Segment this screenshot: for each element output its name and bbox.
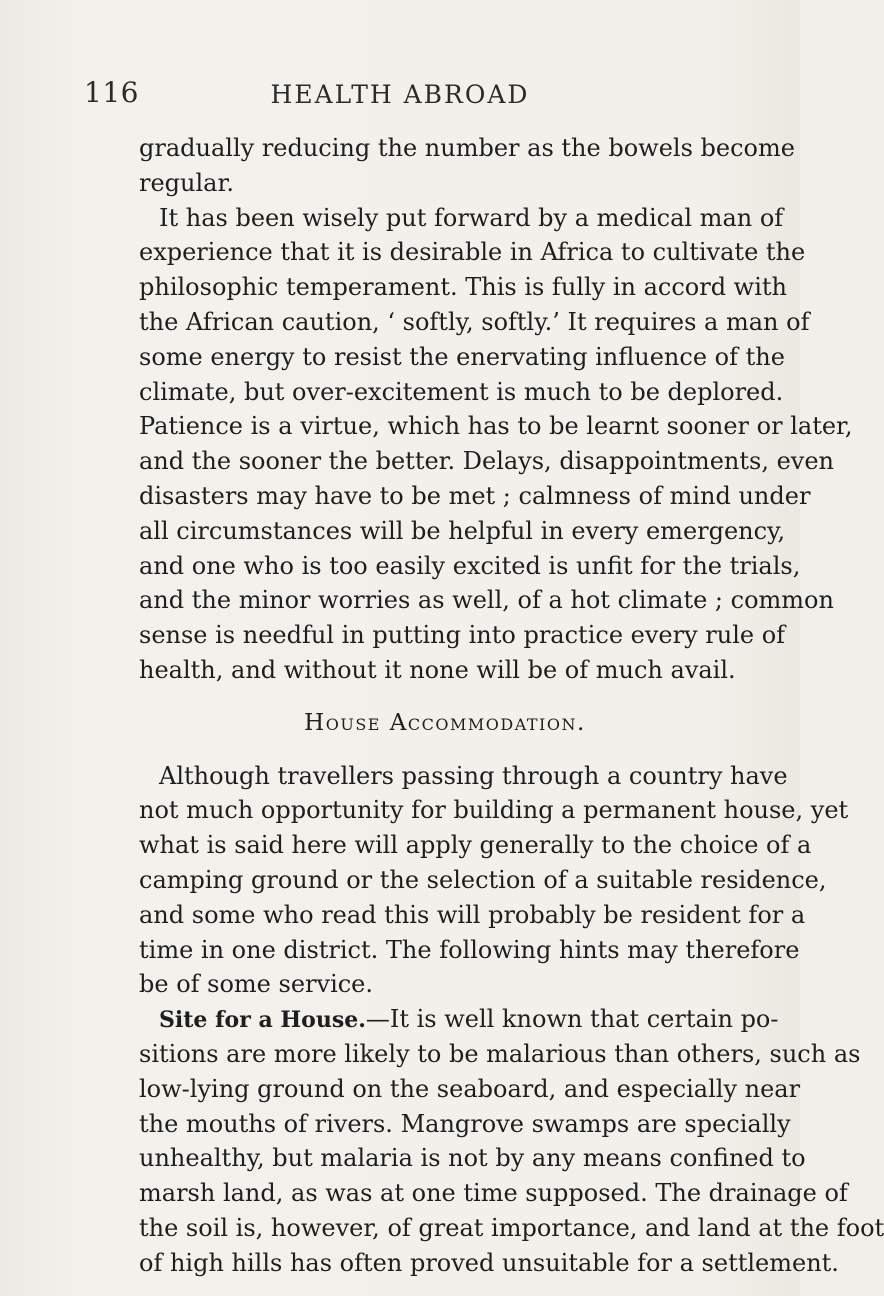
paragraph-temperament [139,201,853,688]
text-line: sense is needful in putting into practice every rule of [139,621,786,650]
text-line: not much opportunity for building a permanent house, yet [139,796,849,825]
paragraph-travellers [139,759,849,1003]
text-line: be of some service. [139,970,374,999]
text-line: all circumstances will be helpful in every emergency, [139,516,786,545]
text-line: and the minor worries as well, of a hot climate ; common [139,586,834,615]
section-heading: House Accommodation. [304,709,586,736]
text-line: and the sooner the better. Delays, disappointments, even [139,447,834,476]
text-line: philosophic temperament. This is fully in accord with [139,273,787,302]
text-line: the mouths of rivers. Mangrove swamps are specially [139,1109,791,1138]
text-line: the soil is, however, of great importance, and land at the foot [139,1213,884,1242]
text-line: and one who is too easily excited is unfit for the trials, [139,551,801,580]
text-line: Although travellers passing through a country have [159,761,788,790]
text-line: gradually reducing the number as the bowels become [139,134,795,162]
text-line: some energy to resist the enervating influence of the [139,342,785,371]
text-line: low-lying ground on the seaboard, and especially near [139,1074,801,1103]
text-line: disasters may have to be met ; calmness of mind under [139,481,811,510]
paragraph-site-for-house [139,1002,884,1280]
text-line-rest: —It is well known that certain po- [365,1005,779,1034]
text-line: Patience is a virtue, which has to be learnt sooner or later, [139,412,853,441]
text-line [139,1002,779,1037]
text-line: health, and without it none will be of much avail. [139,655,736,684]
text-line: climate, but over-excitement is much to be deplored. [139,377,784,406]
paragraph-continuation [139,131,795,201]
text-line: of high hills has often proved unsuitable for a settlement. [139,1248,839,1277]
text-line: and some who read this will probably be resident for a [139,900,806,929]
body-text [139,131,884,1281]
text-line: sitions are more likely to be malarious than others, such as [139,1039,861,1068]
text-line: time in one district. The following hints may therefore [139,935,800,964]
run-in-heading: Site for a House. [159,1007,366,1034]
page-header [0,76,800,116]
text-line: unhealthy, but malaria is not by any means confined to [139,1144,806,1173]
page-number: 116 [84,76,139,109]
text-line: marsh land, as was at one time supposed. The drainage of [139,1179,848,1208]
text-line: what is said here will apply generally to the choice of a [139,831,812,860]
text-line: regular. [139,168,234,197]
text-line: camping ground or the selection of a suitable residence, [139,865,827,894]
text-line: experience that it is desirable in Africa to cultivate the [139,238,806,267]
running-head: HEALTH ABROAD [270,80,530,109]
text-line: the African caution, ‘ softly, softly.’ It requires a man of [139,307,810,336]
text-line: It has been wisely put forward by a medical man of [159,203,784,232]
